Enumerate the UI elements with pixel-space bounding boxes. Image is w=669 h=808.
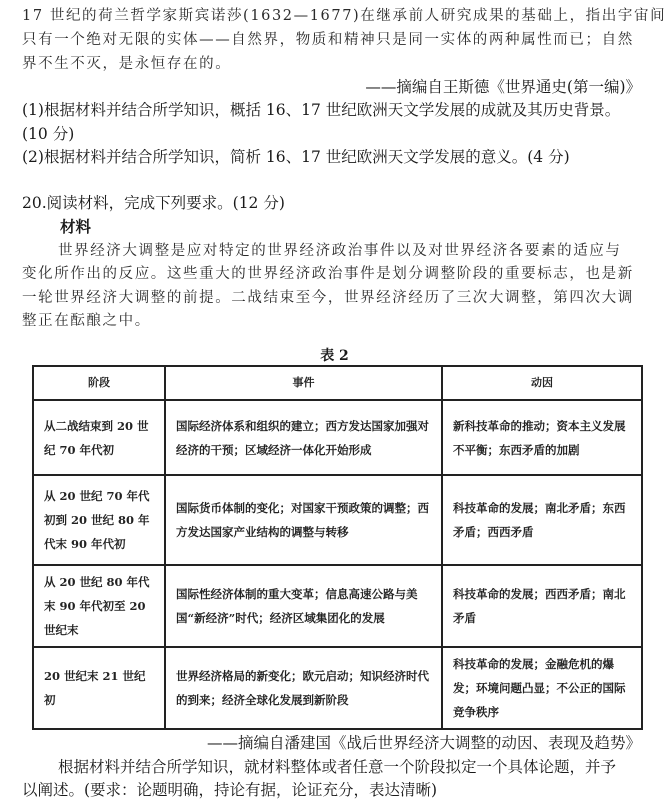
event-cell: 国际性经济体制的重大变革；信息高速公路与美国“新经济”时代；经济区域集团化的发展 xyxy=(165,565,442,647)
material-line: 17 世纪的荷兰哲学家斯宾诺莎(1632—1677)在继承前人研究成果的基础上，指出宇宙间 xyxy=(22,8,667,24)
stage-cell: 从二战结束到 20 世纪 70 年代初 xyxy=(33,400,165,475)
question-1-score: (10 分) xyxy=(22,125,75,143)
table-row xyxy=(33,400,642,475)
question-20-title: 20.阅读材料，完成下列要求。(12 分) xyxy=(22,194,285,212)
table-header-row xyxy=(33,366,642,400)
cause-cell: 新科技革命的推动；资本主义发展不平衡；东西矛盾的加剧 xyxy=(442,400,642,475)
stage-cell: 20 世纪末 21 世纪初 xyxy=(33,647,165,729)
paragraph-line: 整正在酝酿之中。 xyxy=(22,313,151,329)
table-row xyxy=(33,565,642,647)
table-row xyxy=(33,475,642,565)
stage-cell: 从 20 世纪 80 年代末 90 年代初至 20 世纪末 xyxy=(33,565,165,647)
material-line: 只有一个绝对无限的实体——自然界，物质和精神只是同一实体的两种属性而已；自然 xyxy=(22,32,634,48)
event-cell: 国际经济体系和组织的建立；西方发达国家加强对经济的干预；区域经济一体化开始形成 xyxy=(165,400,442,475)
task-line: 以阐述。(要求：论题明确，持论有据，论证充分，表达清晰) xyxy=(22,781,438,799)
paragraph-line: 变化所作出的反应。这些重大的世界经济政治事件是划分调整阶段的重要标志，也是新 xyxy=(22,266,634,282)
paragraph-line: 一轮世界经济大调整的前提。二战结束至今，世界经济经历了三次大调整，第四次大调 xyxy=(22,290,634,306)
stage-cell: 从 20 世纪 70 年代初到 20 世纪 80 年代末 90 年代初 xyxy=(33,475,165,565)
data-table xyxy=(32,365,643,730)
cause-cell: 科技革命的发展；南北矛盾；东西矛盾；西西矛盾 xyxy=(442,475,642,565)
table-title: 表 2 xyxy=(320,348,349,364)
event-cell: 国际货币体制的变化；对国家干预政策的调整；西方发达国家产业结构的调整与转移 xyxy=(165,475,442,565)
material-source: ——摘编自王斯德《世界通史(第一编)》 xyxy=(365,78,641,96)
header-cell: 事件 xyxy=(165,366,442,400)
paragraph-line: 世界经济大调整是应对特定的世界经济政治事件以及对世界经济各要素的适应与 xyxy=(58,243,622,259)
event-cell: 世界经济格局的新变化；欧元启动；知识经济时代的到来；经济全球化发展到新阶段 xyxy=(165,647,442,729)
cause-cell: 科技革命的发展；金融危机的爆发；环境问题凸显；不公正的国际竞争秩序 xyxy=(442,647,642,729)
table-row xyxy=(33,647,642,729)
question-2: (2)根据材料并结合所学知识，简析 16、17 世纪欧洲天文学发展的意义。(4 分) xyxy=(22,148,570,166)
question-1: (1)根据材料并结合所学知识，概括 16、17 世纪欧洲天文学发展的成就及其历史背景。 xyxy=(22,101,621,119)
material-line: 界不生不灭，是永恒存在的。 xyxy=(22,56,232,72)
task-line: 根据材料并结合所学知识，就材料整体或者任意一个阶段拟定一个具体论题，并予 xyxy=(58,758,617,776)
material-label: 材料 xyxy=(60,217,92,236)
table-source: ——摘编自潘建国《战后世界经济大调整的动因、表现及趋势》 xyxy=(206,734,641,752)
header-cell: 阶段 xyxy=(33,366,165,400)
header-cell: 动因 xyxy=(442,366,642,400)
cause-cell: 科技革命的发展；西西矛盾；南北矛盾 xyxy=(442,565,642,647)
